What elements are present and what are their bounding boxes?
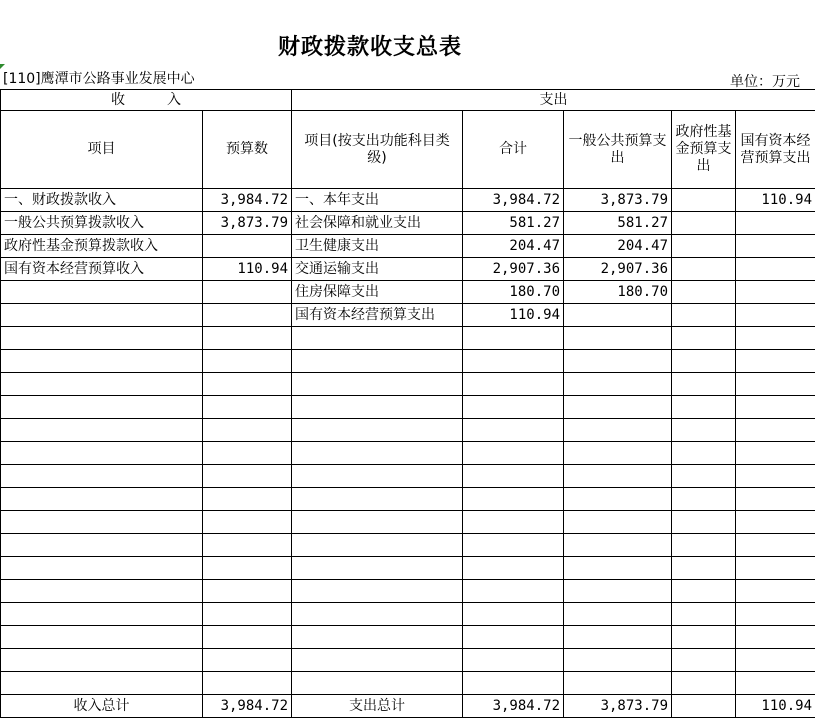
expense-fund-cell xyxy=(672,603,736,626)
table-row xyxy=(1,189,815,212)
expense-total-label: 支出总计 xyxy=(292,695,463,718)
expense-soe-cell xyxy=(736,396,815,419)
income-item-cell xyxy=(1,626,203,649)
table-row xyxy=(1,235,815,258)
col-soe-header: 国有资本经营预算支出 xyxy=(736,111,815,189)
expense-item-cell: 社会保障和就业支出 xyxy=(292,212,463,235)
expense-total-cell xyxy=(463,327,564,350)
expense-item-cell xyxy=(292,603,463,626)
expense-total-cell xyxy=(463,534,564,557)
expense-item-cell xyxy=(292,373,463,396)
expense-soe-cell xyxy=(736,442,815,465)
expense-soe-cell xyxy=(736,511,815,534)
income-amount-cell xyxy=(203,488,292,511)
income-item-cell xyxy=(1,465,203,488)
expense-general-cell xyxy=(564,557,672,580)
expense-fund-cell xyxy=(672,649,736,672)
table-row xyxy=(1,534,815,557)
income-header: 收 入 xyxy=(1,90,292,111)
income-item-cell xyxy=(1,534,203,557)
table-row xyxy=(1,603,815,626)
expense-fund-cell xyxy=(672,235,736,258)
expense-fund-cell xyxy=(672,488,736,511)
income-amount-cell xyxy=(203,419,292,442)
table-row xyxy=(1,419,815,442)
expense-total-cell xyxy=(463,488,564,511)
expense-total-cell xyxy=(463,350,564,373)
col-item-header: 项目 xyxy=(1,111,203,189)
income-item-cell xyxy=(1,580,203,603)
expense-fund-cell xyxy=(672,396,736,419)
expense-soe-cell xyxy=(736,534,815,557)
income-amount-cell xyxy=(203,580,292,603)
expense-general-cell xyxy=(564,373,672,396)
income-item-cell xyxy=(1,281,203,304)
expense-total-cell xyxy=(463,580,564,603)
income-amount-cell xyxy=(203,465,292,488)
income-item-cell xyxy=(1,304,203,327)
income-amount-cell xyxy=(203,511,292,534)
expense-general-total: 3,873.79 xyxy=(564,695,672,718)
expense-general-cell xyxy=(564,649,672,672)
income-item-cell: 政府性基金预算拨款收入 xyxy=(1,235,203,258)
income-item-cell xyxy=(1,327,203,350)
expense-item-cell xyxy=(292,419,463,442)
income-amount-cell: 3,984.72 xyxy=(203,189,292,212)
expense-item-cell xyxy=(292,511,463,534)
income-item-cell xyxy=(1,350,203,373)
income-item-cell xyxy=(1,603,203,626)
expense-soe-cell: 110.94 xyxy=(736,189,815,212)
expense-general-cell xyxy=(564,603,672,626)
income-amount-cell xyxy=(203,235,292,258)
expense-total-cell xyxy=(463,442,564,465)
expense-soe-cell xyxy=(736,557,815,580)
expense-fund-cell xyxy=(672,465,736,488)
income-amount-cell xyxy=(203,649,292,672)
expense-soe-cell xyxy=(736,373,815,396)
expense-general-cell xyxy=(564,304,672,327)
expense-total-cell xyxy=(463,465,564,488)
expense-soe-cell xyxy=(736,327,815,350)
col-general-header: 一般公共预算支出 xyxy=(564,111,672,189)
expense-total-cell: 180.70 xyxy=(463,281,564,304)
col-fund-header: 政府性基金预算支出 xyxy=(672,111,736,189)
expense-general-cell: 180.70 xyxy=(564,281,672,304)
expense-general-cell xyxy=(564,626,672,649)
table-row xyxy=(1,327,815,350)
expense-total-cell xyxy=(463,373,564,396)
expense-fund-cell xyxy=(672,189,736,212)
table-row xyxy=(1,212,815,235)
expense-general-cell xyxy=(564,396,672,419)
expense-fund-cell xyxy=(672,511,736,534)
expense-soe-cell xyxy=(736,626,815,649)
expense-item-cell xyxy=(292,626,463,649)
expense-total-cell: 110.94 xyxy=(463,304,564,327)
expense-grand-total: 3,984.72 xyxy=(463,695,564,718)
expense-item-cell: 国有资本经营预算支出 xyxy=(292,304,463,327)
expense-general-cell: 3,873.79 xyxy=(564,189,672,212)
table-row xyxy=(1,626,815,649)
income-amount-cell xyxy=(203,396,292,419)
income-amount-cell xyxy=(203,626,292,649)
expense-item-cell xyxy=(292,465,463,488)
table-row xyxy=(1,488,815,511)
expense-fund-cell xyxy=(672,281,736,304)
income-item-cell xyxy=(1,557,203,580)
expense-soe-cell xyxy=(736,258,815,281)
expense-header: 支出 xyxy=(292,90,815,111)
income-item-cell xyxy=(1,672,203,695)
income-item-cell: 国有资本经营预算收入 xyxy=(1,258,203,281)
expense-fund-cell xyxy=(672,442,736,465)
expense-fund-cell xyxy=(672,304,736,327)
income-item-cell xyxy=(1,649,203,672)
expense-fund-total xyxy=(672,695,736,718)
expense-soe-cell xyxy=(736,465,815,488)
income-amount-cell xyxy=(203,304,292,327)
expense-fund-cell xyxy=(672,258,736,281)
table-row xyxy=(1,281,815,304)
expense-item-cell: 交通运输支出 xyxy=(292,258,463,281)
expense-fund-cell xyxy=(672,557,736,580)
table-row xyxy=(1,465,815,488)
income-amount-cell xyxy=(203,281,292,304)
expense-item-cell xyxy=(292,534,463,557)
expense-general-cell xyxy=(564,442,672,465)
expense-general-cell xyxy=(564,327,672,350)
table-row xyxy=(1,557,815,580)
expense-soe-cell xyxy=(736,649,815,672)
table-row xyxy=(1,511,815,534)
expense-general-cell xyxy=(564,419,672,442)
expense-item-cell xyxy=(292,396,463,419)
expense-fund-cell xyxy=(672,350,736,373)
income-amount-cell xyxy=(203,442,292,465)
unit-label: 单位：万元 xyxy=(730,74,800,90)
expense-total-cell xyxy=(463,511,564,534)
expense-general-cell xyxy=(564,488,672,511)
income-item-cell xyxy=(1,373,203,396)
expense-fund-cell xyxy=(672,212,736,235)
expense-general-cell xyxy=(564,672,672,695)
expense-total-cell: 3,984.72 xyxy=(463,189,564,212)
income-item-cell xyxy=(1,488,203,511)
expense-soe-cell xyxy=(736,350,815,373)
expense-item-cell xyxy=(292,442,463,465)
table-row xyxy=(1,373,815,396)
expense-total-cell xyxy=(463,603,564,626)
table-row xyxy=(1,649,815,672)
expense-item-cell xyxy=(292,649,463,672)
income-amount-cell xyxy=(203,350,292,373)
expense-item-cell xyxy=(292,350,463,373)
expense-total-cell xyxy=(463,626,564,649)
table-row xyxy=(1,350,815,373)
expense-total-cell xyxy=(463,557,564,580)
expense-item-cell xyxy=(292,672,463,695)
expense-item-cell: 住房保障支出 xyxy=(292,281,463,304)
expense-item-cell xyxy=(292,557,463,580)
expense-total-cell xyxy=(463,396,564,419)
expense-soe-cell xyxy=(736,281,815,304)
expense-soe-cell xyxy=(736,672,815,695)
expense-item-cell: 一、本年支出 xyxy=(292,189,463,212)
expense-fund-cell xyxy=(672,327,736,350)
expense-general-cell xyxy=(564,465,672,488)
expense-general-cell xyxy=(564,511,672,534)
income-amount-cell xyxy=(203,327,292,350)
expense-total-cell: 2,907.36 xyxy=(463,258,564,281)
expense-item-cell xyxy=(292,488,463,511)
col-exp-item-header: 项目(按支出功能科目类级) xyxy=(292,111,463,189)
expense-item-cell: 卫生健康支出 xyxy=(292,235,463,258)
expense-general-cell xyxy=(564,534,672,557)
expense-fund-cell xyxy=(672,672,736,695)
income-amount-cell xyxy=(203,534,292,557)
expense-item-cell xyxy=(292,327,463,350)
income-item-cell xyxy=(1,511,203,534)
expense-general-cell: 2,907.36 xyxy=(564,258,672,281)
expense-soe-cell xyxy=(736,419,815,442)
expense-fund-cell xyxy=(672,419,736,442)
expense-soe-cell xyxy=(736,212,815,235)
total-row xyxy=(1,695,815,718)
expense-fund-cell xyxy=(672,626,736,649)
income-item-cell: 一、财政拨款收入 xyxy=(1,189,203,212)
page-title: 财政拨款收支总表 xyxy=(277,34,462,60)
income-amount-cell xyxy=(203,603,292,626)
expense-total-cell: 204.47 xyxy=(463,235,564,258)
table-row xyxy=(1,672,815,695)
budget-table xyxy=(0,89,815,718)
expense-fund-cell xyxy=(672,534,736,557)
income-total-amount: 3,984.72 xyxy=(203,695,292,718)
income-amount-cell xyxy=(203,373,292,396)
header-row-1 xyxy=(1,90,815,111)
header-row-2 xyxy=(1,111,815,189)
expense-item-cell xyxy=(292,580,463,603)
col-budget-header: 预算数 xyxy=(203,111,292,189)
income-amount-cell: 3,873.79 xyxy=(203,212,292,235)
income-amount-cell: 110.94 xyxy=(203,258,292,281)
col-total-header: 合计 xyxy=(463,111,564,189)
expense-soe-cell xyxy=(736,580,815,603)
expense-general-cell xyxy=(564,580,672,603)
income-item-cell: 一般公共预算拨款收入 xyxy=(1,212,203,235)
expense-soe-cell xyxy=(736,488,815,511)
table-row xyxy=(1,580,815,603)
income-amount-cell xyxy=(203,672,292,695)
expense-general-cell xyxy=(564,350,672,373)
income-total-label: 收入总计 xyxy=(1,695,203,718)
expense-total-cell: 581.27 xyxy=(463,212,564,235)
table-row xyxy=(1,442,815,465)
expense-total-cell xyxy=(463,419,564,442)
income-item-cell xyxy=(1,396,203,419)
income-item-cell xyxy=(1,419,203,442)
income-item-cell xyxy=(1,442,203,465)
organization-name: [110]鹰潭市公路事业发展中心 xyxy=(3,71,195,87)
expense-fund-cell xyxy=(672,373,736,396)
table-row xyxy=(1,258,815,281)
table-row xyxy=(1,396,815,419)
table-row xyxy=(1,304,815,327)
income-amount-cell xyxy=(203,557,292,580)
expense-soe-cell xyxy=(736,304,815,327)
expense-total-cell xyxy=(463,649,564,672)
expense-total-cell xyxy=(463,672,564,695)
expense-general-cell: 204.47 xyxy=(564,235,672,258)
expense-soe-cell xyxy=(736,235,815,258)
expense-fund-cell xyxy=(672,580,736,603)
expense-soe-cell xyxy=(736,603,815,626)
expense-soe-total: 110.94 xyxy=(736,695,815,718)
expense-general-cell: 581.27 xyxy=(564,212,672,235)
